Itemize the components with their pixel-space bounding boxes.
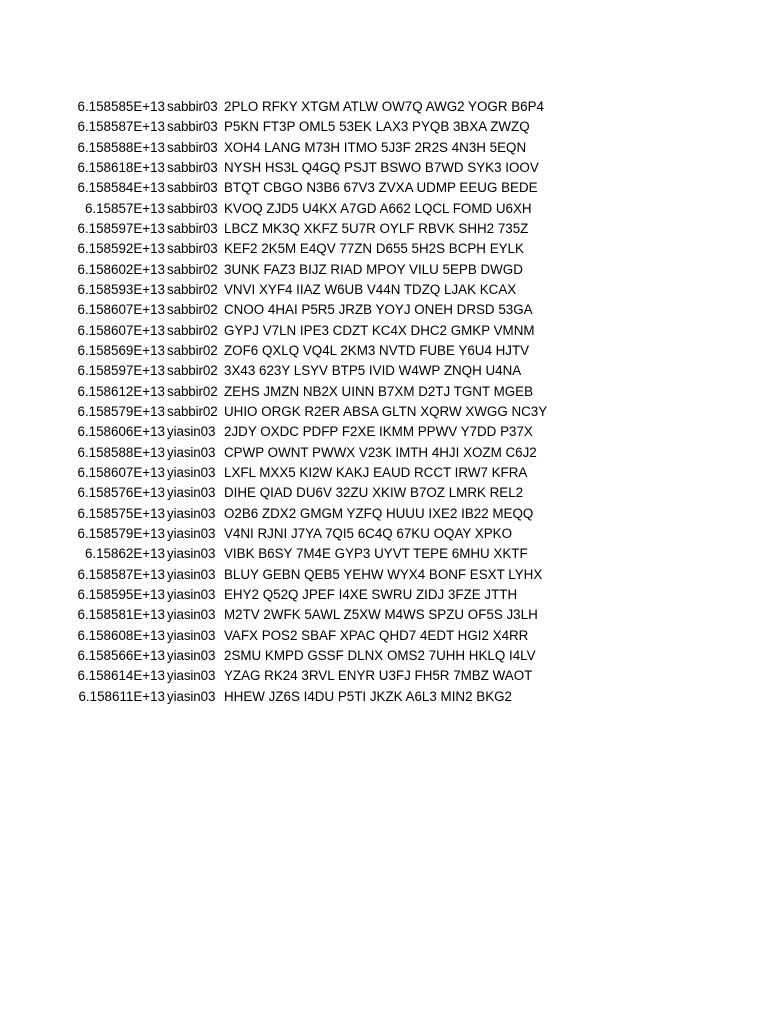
username-cell: sabbir03: [167, 200, 218, 216]
account-number-cell: 6.158584E+13: [77, 180, 165, 196]
key-code-cell: LXFL MXX5 KI2W KAKJ EAUD RCCT IRW7 KFRA: [224, 464, 528, 480]
key-code-cell: 2JDY OXDC PDFP F2XE IKMM PPWV Y7DD P37X: [224, 424, 533, 440]
key-code-cell: O2B6 ZDX2 GMGM YZFQ HUUU IXE2 IB22 MEQQ: [224, 505, 534, 521]
key-code-cell: M2TV 2WFK 5AWL Z5XW M4WS SPZU OF5S J3LH: [224, 607, 538, 623]
key-code-cell: 2PLO RFKY XTGM ATLW OW7Q AWG2 YOGR B6P4: [224, 99, 544, 114]
key-code-cell: LBCZ MK3Q XKFZ 5U7R OYLF RBVK SHH2 735Z: [224, 220, 529, 236]
username-cell: yiasin03: [167, 566, 216, 582]
key-code-cell: P5KN FT3P OML5 53EK LAX3 PYQB 3BXA ZWZQ: [224, 119, 530, 135]
key-code-cell: CPWP OWNT PWWX V23K IMTH 4HJI XOZM C6J2: [224, 444, 537, 460]
table-row: [0, 382, 768, 402]
key-code-cell: KEF2 2K5M E4QV 77ZN D655 5H2S BCPH EYLK: [224, 241, 524, 257]
account-number-cell: 6.158587E+13: [77, 119, 165, 135]
key-code-cell: HHEW JZ6S I4DU P5TI JKZK A6L3 MIN2 BKG2: [224, 688, 512, 704]
account-number-cell: 6.158588E+13: [77, 139, 165, 155]
username-cell: yiasin03: [167, 485, 216, 501]
account-number-cell: 6.158611E+13: [78, 688, 165, 704]
table-row: [0, 402, 768, 422]
table-row: [0, 544, 768, 564]
username-cell: yiasin03: [167, 627, 216, 643]
table-row: [0, 361, 768, 381]
account-number-cell: 6.158606E+13: [77, 424, 165, 440]
table-row: [0, 565, 768, 585]
table-row: [0, 646, 768, 666]
table-row: [0, 341, 768, 361]
account-number-cell: 6.158612E+13: [77, 383, 165, 399]
username-cell: sabbir03: [167, 139, 218, 155]
account-number-cell: 6.158585E+13: [77, 99, 165, 114]
key-code-cell: EHY2 Q52Q JPEF I4XE SWRU ZIDJ 3FZE JTTH: [224, 586, 518, 602]
account-number-cell: 6.158587E+13: [77, 566, 165, 582]
table-row: [0, 260, 768, 280]
key-code-cell: GYPJ V7LN IPE3 CDZT KC4X DHC2 GMKP VMNM: [224, 322, 535, 338]
username-cell: yiasin03: [167, 546, 216, 562]
account-number-cell: 6.158575E+13: [77, 505, 165, 521]
key-code-cell: VIBK B6SY 7M4E GYP3 UYVT TEPE 6MHU XKTF: [224, 546, 528, 562]
table-row: [0, 463, 768, 483]
username-cell: yiasin03: [167, 647, 216, 663]
key-code-cell: 3UNK FAZ3 BIJZ RIAD MPOY VILU 5EPB DWGD: [224, 261, 523, 277]
table-row: [0, 239, 768, 259]
username-cell: yiasin03: [167, 668, 216, 684]
table-row: [0, 443, 768, 463]
username-cell: yiasin03: [167, 505, 216, 521]
account-number-cell: 6.15862E+13: [84, 546, 165, 562]
account-number-cell: 6.158569E+13: [77, 342, 165, 358]
account-number-cell: 6.158579E+13: [77, 403, 165, 419]
username-cell: sabbir03: [167, 159, 218, 175]
key-code-cell: ZEHS JMZN NB2X UINN B7XM D2TJ TGNT MGEB: [224, 383, 534, 399]
table-row: [0, 422, 768, 442]
account-number-cell: 6.158579E+13: [77, 525, 165, 541]
table-row: [0, 687, 768, 707]
account-number-cell: 6.158595E+13: [77, 586, 165, 602]
table-row: [0, 605, 768, 625]
table-row: [0, 300, 768, 320]
account-number-cell: 6.158607E+13: [77, 322, 165, 338]
account-number-cell: 6.158607E+13: [77, 464, 165, 480]
account-number-cell: 6.158608E+13: [77, 627, 165, 643]
account-number-cell: 6.158597E+13: [77, 363, 165, 379]
key-code-cell: VAFX POS2 SBAF XPAC QHD7 4EDT HGI2 X4RR: [224, 627, 529, 643]
username-cell: sabbir02: [167, 281, 218, 297]
key-code-cell: BTQT CBGO N3B6 67V3 ZVXA UDMP EEUG BEDE: [224, 180, 538, 196]
table-row: [0, 483, 768, 503]
account-number-cell: 6.15857E+13: [84, 200, 165, 216]
key-code-cell: CNOO 4HAI P5R5 JRZB YOYJ ONEH DRSD 53GA: [224, 302, 533, 318]
key-code-cell: V4NI RJNI J7YA 7QI5 6C4Q 67KU OQAY XPKO: [224, 525, 513, 541]
key-code-cell: BLUY GEBN QEB5 YEHW WYX4 BONF ESXT LYHX: [224, 566, 543, 582]
table-row: [0, 219, 768, 239]
account-number-cell: 6.158602E+13: [77, 261, 165, 277]
table-row: [0, 117, 768, 137]
key-code-cell: VNVI XYF4 IIAZ W6UB V44N TDZQ LJAK KCAX: [224, 281, 517, 297]
username-cell: yiasin03: [167, 444, 216, 460]
username-cell: sabbir02: [167, 363, 218, 379]
username-cell: sabbir03: [167, 180, 218, 196]
spreadsheet-table: [0, 97, 768, 707]
key-code-cell: KVOQ ZJD5 U4KX A7GD A662 LQCL FOMD U6XH: [224, 200, 532, 216]
table-row: [0, 626, 768, 646]
table-row: [0, 138, 768, 158]
table-row: [0, 321, 768, 341]
username-cell: sabbir02: [167, 261, 218, 277]
account-number-cell: 6.158588E+13: [77, 444, 165, 460]
key-code-cell: 2SMU KMPD GSSF DLNX OMS2 7UHH HKLQ I4LV: [224, 647, 536, 663]
account-number-cell: 6.158597E+13: [77, 220, 165, 236]
table-row: [0, 524, 768, 544]
username-cell: yiasin03: [167, 586, 216, 602]
table-row: [0, 666, 768, 686]
username-cell: yiasin03: [167, 424, 216, 440]
username-cell: sabbir02: [167, 383, 218, 399]
username-cell: sabbir02: [167, 322, 218, 338]
username-cell: sabbir02: [167, 302, 218, 318]
key-code-cell: DIHE QIAD DU6V 32ZU XKIW B7OZ LMRK REL2: [224, 485, 524, 501]
username-cell: sabbir03: [167, 119, 218, 135]
key-code-cell: XOH4 LANG M73H ITMO 5J3F 2R2S 4N3H 5EQN: [224, 139, 527, 155]
account-number-cell: 6.158581E+13: [77, 607, 165, 623]
table-row: [0, 158, 768, 178]
key-code-cell: 3X43 623Y LSYV BTP5 IVID W4WP ZNQH U4NA: [224, 363, 522, 379]
username-cell: sabbir03: [167, 220, 218, 236]
account-number-cell: 6.158592E+13: [77, 241, 165, 257]
username-cell: yiasin03: [167, 525, 216, 541]
account-number-cell: 6.158614E+13: [77, 668, 165, 684]
username-cell: sabbir03: [167, 241, 218, 257]
account-number-cell: 6.158593E+13: [77, 281, 165, 297]
account-number-cell: 6.158618E+13: [77, 159, 165, 175]
key-code-cell: YZAG RK24 3RVL ENYR U3FJ FH5R 7MBZ WAOT: [224, 668, 533, 684]
table-row: [0, 199, 768, 219]
username-cell: sabbir02: [167, 342, 218, 358]
table-row: [0, 504, 768, 524]
key-code-cell: NYSH HS3L Q4GQ PSJT BSWO B7WD SYK3 IOOV: [224, 159, 539, 175]
account-number-cell: 6.158576E+13: [77, 485, 165, 501]
username-cell: yiasin03: [167, 607, 216, 623]
table-row: [0, 280, 768, 300]
table-row: [0, 178, 768, 198]
table-row: [0, 97, 768, 117]
account-number-cell: 6.158607E+13: [77, 302, 165, 318]
account-number-cell: 6.158566E+13: [77, 647, 165, 663]
key-code-cell: ZOF6 QXLQ VQ4L 2KM3 NVTD FUBE Y6U4 HJTV: [224, 342, 530, 358]
username-cell: yiasin03: [167, 688, 216, 704]
username-cell: sabbir03: [167, 99, 218, 114]
username-cell: sabbir02: [167, 403, 218, 419]
username-cell: yiasin03: [167, 464, 216, 480]
key-code-cell: UHIO ORGK R2ER ABSA GLTN XQRW XWGG NC3Y: [224, 403, 548, 419]
table-row: [0, 585, 768, 605]
